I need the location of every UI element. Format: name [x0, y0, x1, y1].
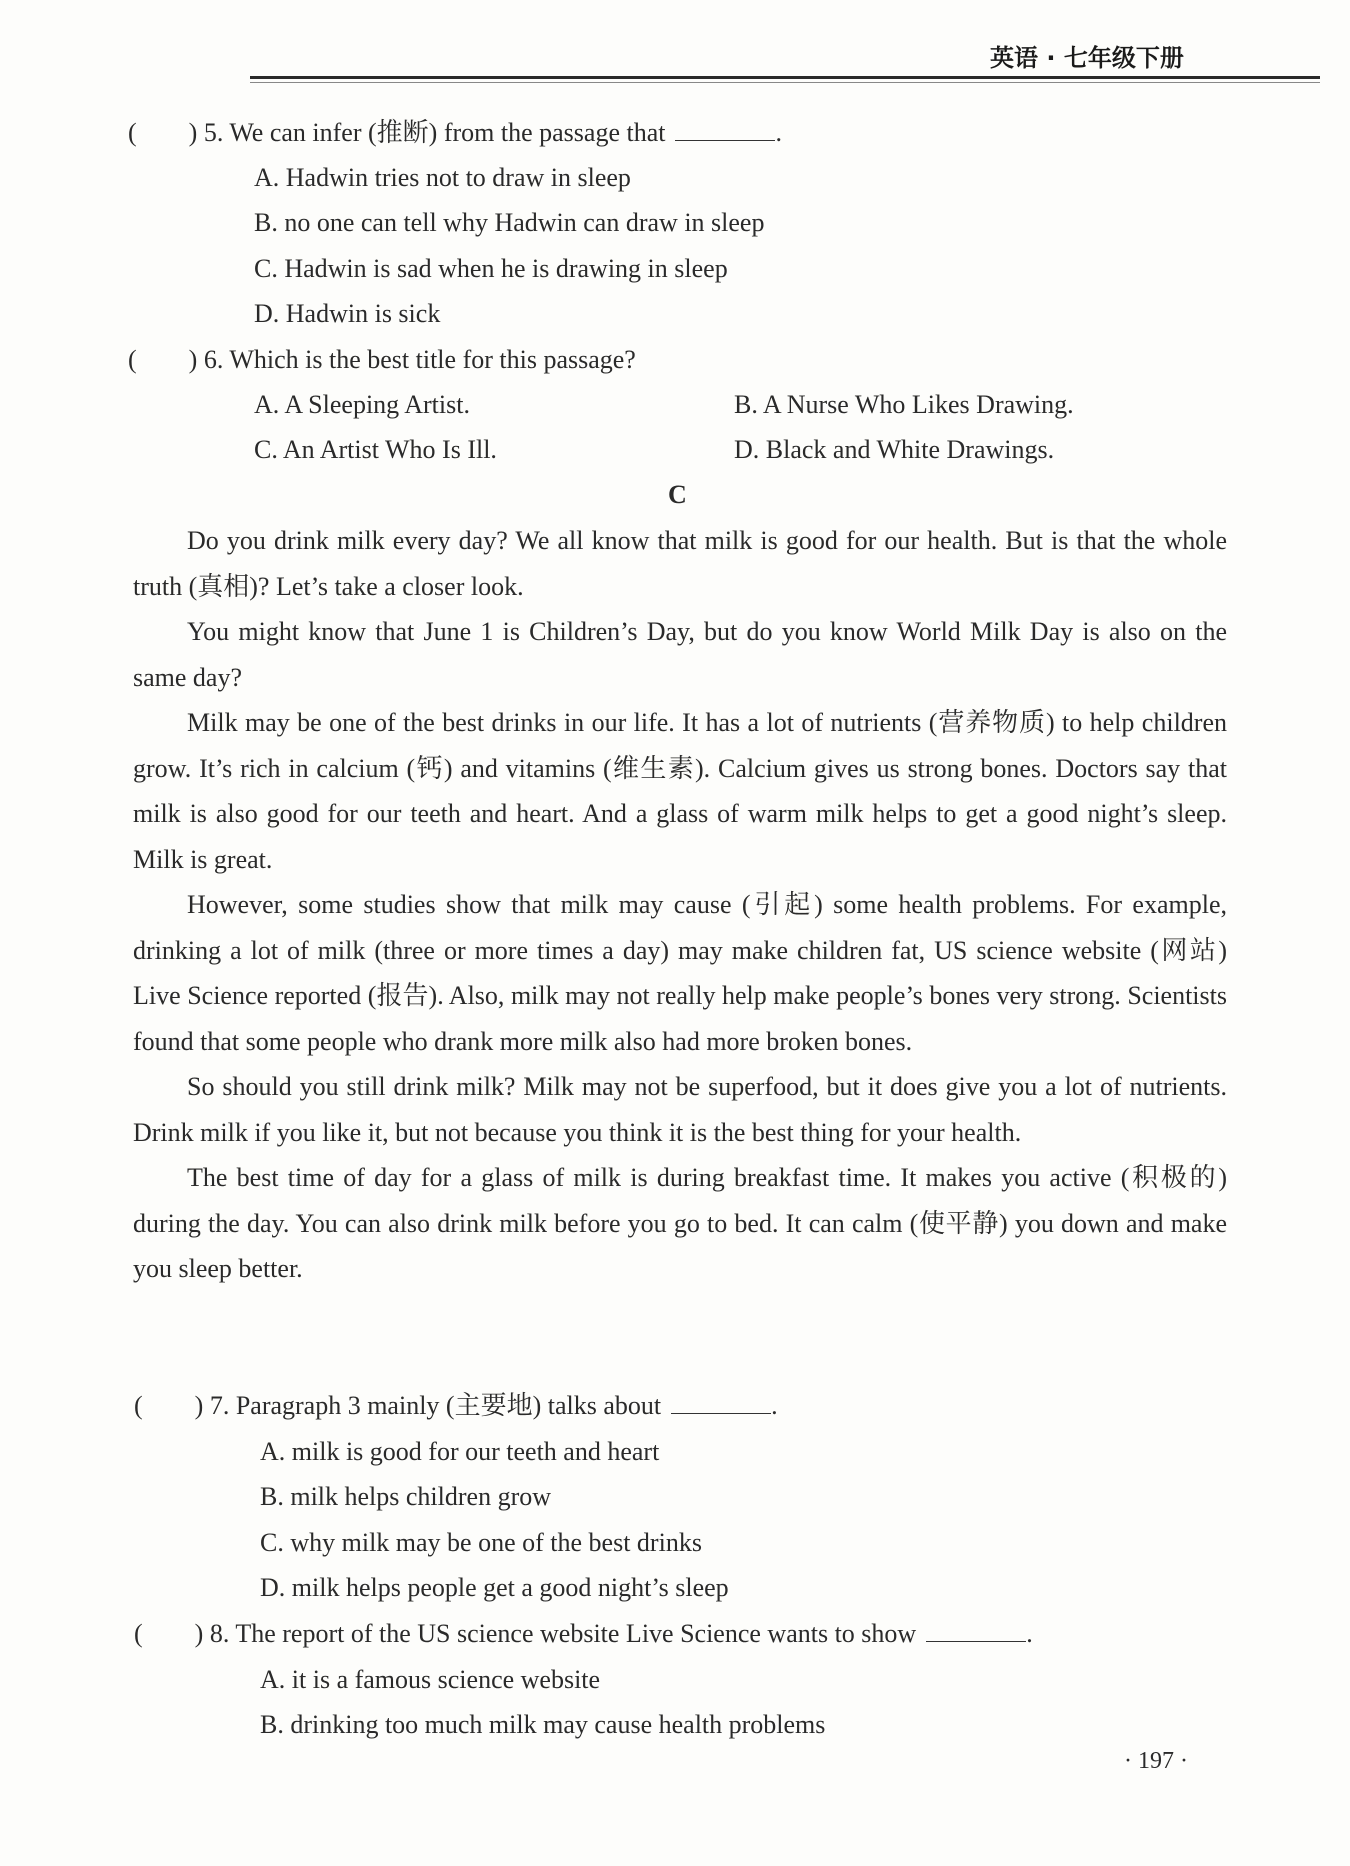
- question-7-option-a: A. milk is good for our teeth and heart: [260, 1437, 660, 1466]
- question-8-option-b: B. drinking too much milk may cause health problems: [260, 1710, 826, 1739]
- question-7-stem: ( ) 7. Paragraph 3 mainly (主要地) talks about .: [134, 1391, 778, 1420]
- question-5-option-c: C. Hadwin is sad when he is drawing in sleep: [254, 254, 728, 283]
- question-6-option-d: D. Black and White Drawings.: [734, 435, 1055, 464]
- question-6-option-c: C. An Artist Who Is Ill.: [254, 435, 497, 464]
- section-heading: C: [668, 480, 687, 509]
- reading-passage: [133, 518, 1227, 1292]
- passage-paragraph-5: So should you still drink milk? Milk may not be superfood, but it does give you a lot of nutrients. Drink milk if you like it, but not because you think it is the best thing for your health.: [133, 1072, 1227, 1147]
- question-7-option-b: B. milk helps children grow: [260, 1482, 552, 1511]
- question-6-option-a: A. A Sleeping Artist.: [254, 390, 470, 419]
- passage-paragraph-3: Milk may be one of the best drinks in our life. It has a lot of nutrients (营养物质) to help children grow. It’s rich in calcium (钙) and vitamins (维生素). Calcium gives us strong bones. Doctors say that milk is also good for our teeth and heart. And a glass of warm milk helps to get a good night’s sleep. Milk is great.: [133, 708, 1227, 874]
- question-5-stem: ( ) 5. We can infer (推断) from the passage that .: [128, 118, 782, 147]
- question-8-stem: ( ) 8. The report of the US science website Live Science wants to show .: [134, 1619, 1033, 1648]
- passage-paragraph-2: You might know that June 1 is Children’s Day, but do you know World Milk Day is also on the same day?: [133, 617, 1227, 692]
- page-number: · 197 ·: [1124, 1748, 1188, 1774]
- answer-blank[interactable]: [671, 1391, 771, 1414]
- passage-paragraph-4: However, some studies show that milk may cause (引起) some health problems. For example, drinking a lot of milk (three or more times a day) may make children fat, US science website (网站) Live Science reported (报告). Also, milk may not really help make people’s bones very strong. Scientists found that some people who drank more milk also had more broken bones.: [133, 890, 1227, 1056]
- question-6-option-b: B. A Nurse Who Likes Drawing.: [734, 390, 1074, 419]
- question-7-option-d: D. milk helps people get a good night’s sleep: [260, 1573, 729, 1602]
- question-8-option-a: A. it is a famous science website: [260, 1665, 601, 1694]
- question-7-option-c: C. why milk may be one of the best drinks: [260, 1528, 702, 1557]
- header-rule: [250, 76, 1320, 79]
- answer-blank[interactable]: [675, 118, 775, 141]
- book-title: 英语 · 七年级下册: [990, 44, 1184, 72]
- question-5-option-b: B. no one can tell why Hadwin can draw in sleep: [254, 208, 765, 237]
- header-rule-thin: [250, 82, 1320, 83]
- answer-blank[interactable]: [926, 1619, 1026, 1642]
- passage-paragraph-6: The best time of day for a glass of milk is during breakfast time. It makes you active (积极的) during the day. You can also drink milk before you go to bed. It can calm (使平静) you down and make you sleep better.: [133, 1163, 1227, 1283]
- question-6-stem: ( ) 6. Which is the best title for this passage?: [128, 345, 636, 374]
- question-5-option-a: A. Hadwin tries not to draw in sleep: [254, 163, 631, 192]
- question-5-option-d: D. Hadwin is sick: [254, 299, 441, 328]
- passage-paragraph-1: Do you drink milk every day? We all know that milk is good for our health. But is that the whole truth (真相)? Let’s take a closer look.: [133, 526, 1227, 601]
